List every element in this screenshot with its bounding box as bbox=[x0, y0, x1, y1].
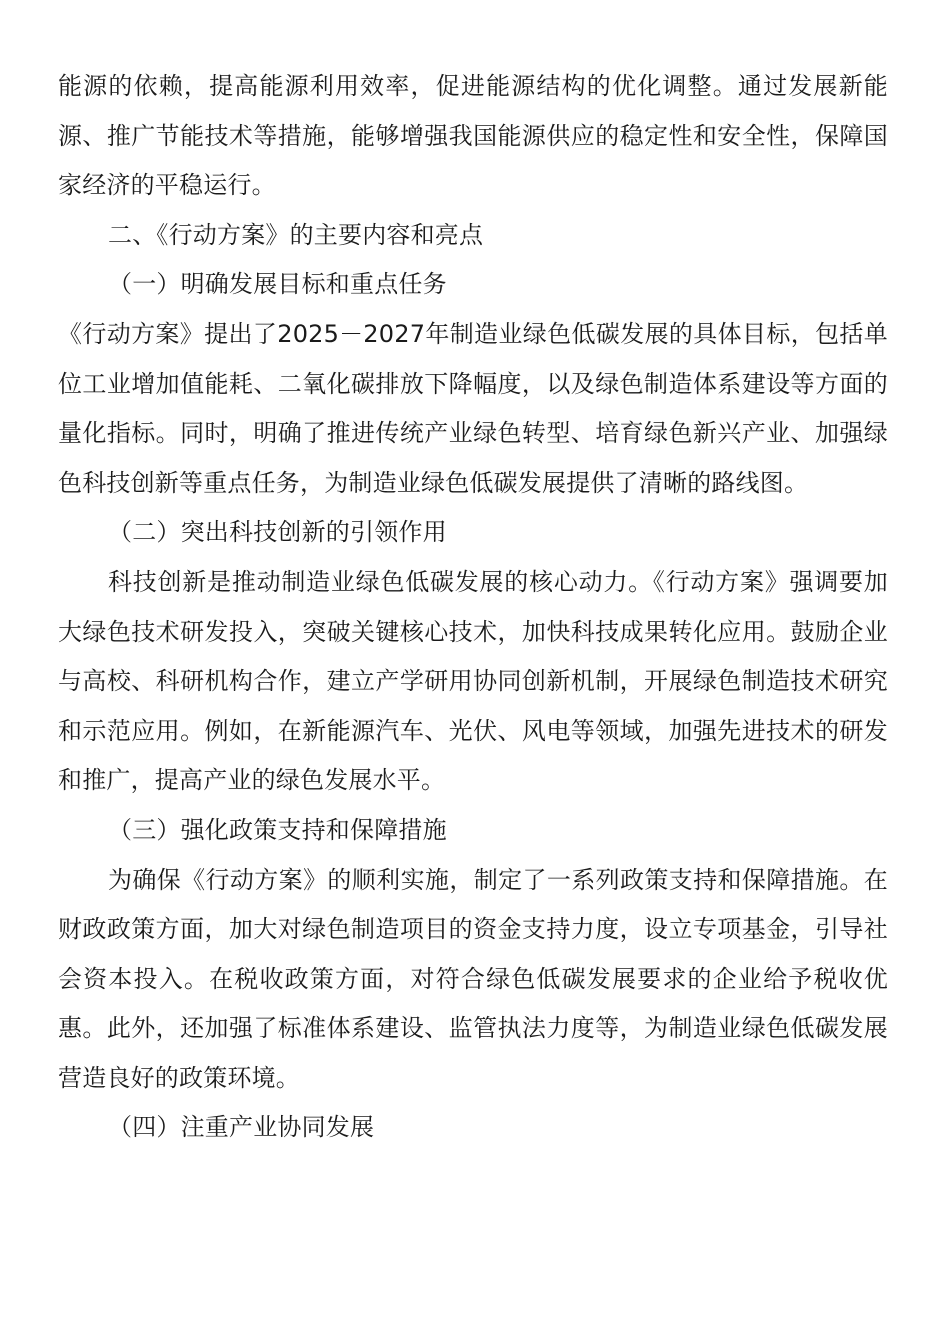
paragraph-goals-tasks: 《行动方案》提出了2025－2027年制造业绿色低碳发展的具体目标，包括单位工业增加值能耗、二氧化碳排放下降幅度，以及绿色制造体系建设等方面的量化指标。同时，明确了推进传统产业绿色转型、培育绿色新兴产业、加强绿色科技创新等重点任务，为制造业绿色低碳发展提供了清晰的路线图。 bbox=[58, 319, 888, 497]
section-heading-main-content: 二、《行动方案》的主要内容和亮点 bbox=[108, 220, 484, 249]
subheading-goals-tasks: （一）明确发展目标和重点任务 bbox=[108, 270, 447, 299]
document-page bbox=[58, 62, 888, 1153]
paragraph-tech-innovation: 科技创新是推动制造业绿色低碳发展的核心动力。《行动方案》强调要加大绿色技术研发投入，突破关键核心技术，加快科技成果转化应用。鼓励企业与高校、科研机构合作，建立产学研用协同创新机制，开展绿色制造技术研究和示范应用。例如，在新能源汽车、光伏、风电等领域，加强先进技术的研发和推广，提高产业的绿色发展水平。 bbox=[58, 567, 888, 795]
subheading-industry-coordination: （四）注重产业协同发展 bbox=[108, 1113, 375, 1142]
subheading-policy-support: （三）强化政策支持和保障措施 bbox=[108, 815, 447, 844]
paragraph-policy-support: 为确保《行动方案》的顺利实施，制定了一系列政策支持和保障措施。在财政政策方面，加大对绿色制造项目的资金支持力度，设立专项基金，引导社会资本投入。在税收政策方面，对符合绿色低碳发展要求的企业给予税收优惠。此外，还加强了标准体系建设、监管执法力度等，为制造业绿色低碳发展营造良好的政策环境。 bbox=[58, 865, 888, 1092]
paragraph-energy-conclusion: 能源的依赖，提高能源利用效率，促进能源结构的优化调整。通过发展新能源、推广节能技术等措施，能够增强我国能源供应的稳定性和安全性，保障国家经济的平稳运行。 bbox=[58, 72, 888, 200]
subheading-tech-innovation: （二）突出科技创新的引领作用 bbox=[108, 518, 447, 547]
